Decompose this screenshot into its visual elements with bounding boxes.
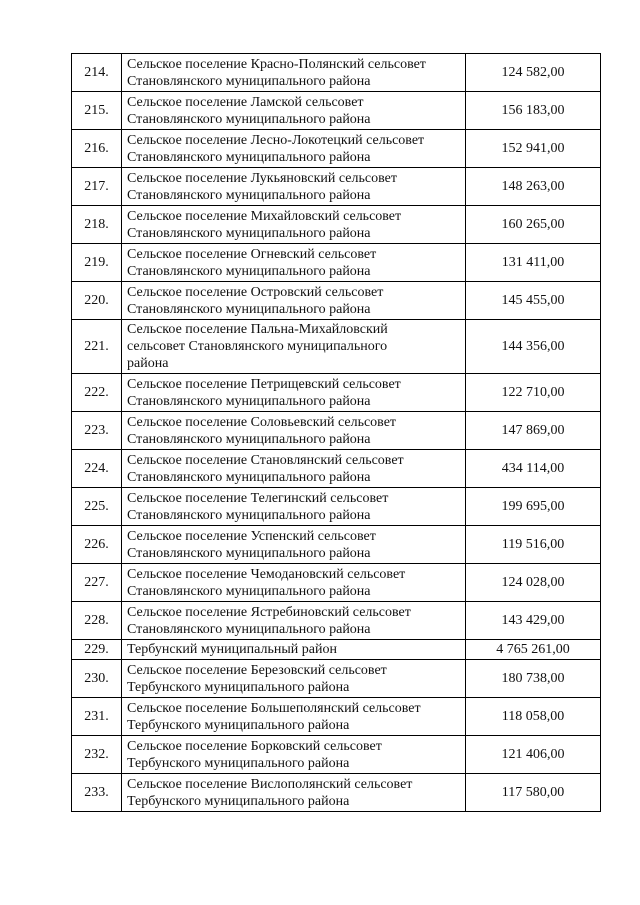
municipality-name: Сельское поселение Соловьевский сельсовет Становлянского муниципального района xyxy=(122,412,466,450)
row-number: 224. xyxy=(72,450,122,488)
amount-value: 4 765 261,00 xyxy=(466,640,601,660)
amount-value: 160 265,00 xyxy=(466,206,601,244)
amount-value: 118 058,00 xyxy=(466,698,601,736)
table-row xyxy=(72,602,601,640)
row-number: 232. xyxy=(72,736,122,774)
amount-value: 147 869,00 xyxy=(466,412,601,450)
table-row xyxy=(72,450,601,488)
municipality-name: Сельское поселение Лесно-Локотецкий сельсовет Становлянского муниципального района xyxy=(122,130,466,168)
municipality-name: Сельское поселение Красно-Полянский сельсовет Становлянского муниципального района xyxy=(122,54,466,92)
table-row xyxy=(72,736,601,774)
table-row xyxy=(72,92,601,130)
table-row xyxy=(72,374,601,412)
row-number: 222. xyxy=(72,374,122,412)
row-number: 215. xyxy=(72,92,122,130)
amount-value: 180 738,00 xyxy=(466,660,601,698)
row-number: 233. xyxy=(72,774,122,812)
row-number: 230. xyxy=(72,660,122,698)
table-row xyxy=(72,564,601,602)
table-body xyxy=(72,54,601,812)
amount-value: 121 406,00 xyxy=(466,736,601,774)
table-row xyxy=(72,206,601,244)
municipality-name: Тербунский муниципальный район xyxy=(122,640,466,660)
amount-value: 199 695,00 xyxy=(466,488,601,526)
municipality-name: Сельское поселение Борковский сельсовет Тербунского муниципального района xyxy=(122,736,466,774)
row-number: 231. xyxy=(72,698,122,736)
table-row xyxy=(72,54,601,92)
municipality-name: Сельское поселение Березовский сельсовет Тербунского муниципального района xyxy=(122,660,466,698)
amount-value: 143 429,00 xyxy=(466,602,601,640)
row-number: 223. xyxy=(72,412,122,450)
amount-value: 148 263,00 xyxy=(466,168,601,206)
table-row xyxy=(72,698,601,736)
amount-value: 156 183,00 xyxy=(466,92,601,130)
row-number: 228. xyxy=(72,602,122,640)
row-number: 229. xyxy=(72,640,122,660)
municipality-name: Сельское поселение Телегинский сельсовет Становлянского муниципального района xyxy=(122,488,466,526)
table-row xyxy=(72,640,601,660)
row-number: 220. xyxy=(72,282,122,320)
table-row xyxy=(72,660,601,698)
allocation-table xyxy=(71,53,601,812)
table-row xyxy=(72,320,601,374)
row-number: 226. xyxy=(72,526,122,564)
row-number: 227. xyxy=(72,564,122,602)
municipality-name: Сельское поселение Большеполянский сельсовет Тербунского муниципального района xyxy=(122,698,466,736)
amount-value: 119 516,00 xyxy=(466,526,601,564)
municipality-name: Сельское поселение Ламской сельсовет Становлянского муниципального района xyxy=(122,92,466,130)
municipality-name: Сельское поселение Ястребиновский сельсовет Становлянского муниципального района xyxy=(122,602,466,640)
municipality-name: Сельское поселение Чемодановский сельсовет Становлянского муниципального района xyxy=(122,564,466,602)
amount-value: 144 356,00 xyxy=(466,320,601,374)
row-number: 214. xyxy=(72,54,122,92)
municipality-name: Сельское поселение Михайловский сельсовет Становлянского муниципального района xyxy=(122,206,466,244)
amount-value: 124 582,00 xyxy=(466,54,601,92)
row-number: 225. xyxy=(72,488,122,526)
table-row xyxy=(72,412,601,450)
amount-value: 117 580,00 xyxy=(466,774,601,812)
table-row xyxy=(72,130,601,168)
row-number: 218. xyxy=(72,206,122,244)
table-row xyxy=(72,244,601,282)
municipality-name: Сельское поселение Успенский сельсовет Становлянского муниципального района xyxy=(122,526,466,564)
amount-value: 124 028,00 xyxy=(466,564,601,602)
municipality-name: Сельское поселение Петрищевский сельсовет Становлянского муниципального района xyxy=(122,374,466,412)
row-number: 217. xyxy=(72,168,122,206)
municipality-name: Сельское поселение Вислополянский сельсовет Тербунского муниципального района xyxy=(122,774,466,812)
municipality-name: Сельское поселение Островский сельсовет Становлянского муниципального района xyxy=(122,282,466,320)
amount-value: 145 455,00 xyxy=(466,282,601,320)
amount-value: 434 114,00 xyxy=(466,450,601,488)
table-row xyxy=(72,774,601,812)
row-number: 221. xyxy=(72,320,122,374)
amount-value: 131 411,00 xyxy=(466,244,601,282)
municipality-name: Сельское поселение Лукьяновский сельсовет Становлянского муниципального района xyxy=(122,168,466,206)
municipality-name: Сельское поселение Пальна-Михайловский сельсовет Становлянского муниципального района xyxy=(122,320,466,374)
municipality-name: Сельское поселение Огневский сельсовет Становлянского муниципального района xyxy=(122,244,466,282)
row-number: 219. xyxy=(72,244,122,282)
amount-value: 122 710,00 xyxy=(466,374,601,412)
table-row xyxy=(72,168,601,206)
table-row xyxy=(72,282,601,320)
row-number: 216. xyxy=(72,130,122,168)
table-row xyxy=(72,526,601,564)
amount-value: 152 941,00 xyxy=(466,130,601,168)
municipality-name: Сельское поселение Становлянский сельсовет Становлянского муниципального района xyxy=(122,450,466,488)
table-row xyxy=(72,488,601,526)
